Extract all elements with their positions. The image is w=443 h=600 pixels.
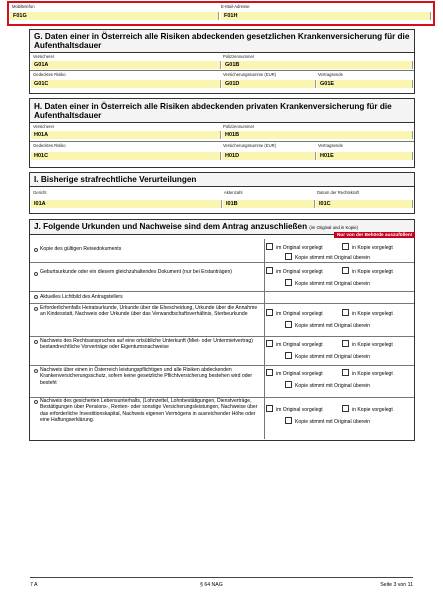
match-check[interactable] — [285, 253, 370, 261]
sum-insured-field[interactable]: H01D — [222, 152, 316, 160]
match-check[interactable] — [285, 381, 370, 389]
checkbox-icon[interactable] — [266, 243, 273, 250]
list-item — [30, 338, 414, 364]
match-label: Kopie stimmt mit Original überein — [295, 323, 371, 329]
original-label: im Original vorgelegt — [276, 371, 323, 377]
copy-check[interactable] — [342, 369, 393, 377]
original-label: im Original vorgelegt — [276, 342, 323, 348]
bullet-icon — [34, 295, 38, 299]
list-item — [30, 398, 414, 440]
divider — [30, 141, 414, 142]
copy-check[interactable] — [342, 405, 393, 413]
checkbox-icon[interactable] — [266, 309, 273, 316]
match-check[interactable] — [285, 352, 370, 360]
match-label: Kopie stimmt mit Original überein — [295, 281, 371, 287]
section-i — [29, 172, 415, 214]
list-item — [30, 367, 414, 397]
divider — [30, 365, 414, 366]
item-text: Nachweis über einen in Österreich leistungspflichtigen und alle Risiken abdeckenden Krankenversicherungsschutz, sofern keine gesetzliche Pflichtversicherung bestehen wird oder besteht — [40, 367, 253, 386]
covered-risk-field[interactable]: G01C — [31, 80, 221, 88]
checkbox-icon[interactable] — [342, 369, 349, 376]
checkbox-icon[interactable] — [266, 405, 273, 412]
match-label: Kopie stimmt mit Original überein — [295, 419, 371, 425]
checkbox-icon[interactable] — [266, 267, 273, 274]
file-number-field[interactable]: I01B — [223, 200, 315, 208]
item-text: Kopie des gültigen Reisedokuments — [40, 246, 122, 252]
match-check[interactable] — [285, 321, 370, 329]
item-text: Nachweis des Rechtsanspruches auf eine ortsübliche Unterkunft (Miet- oder Untermietvertrag) bestandrechtliche Vorverträge oder Eigentumsnachweise — [40, 338, 253, 351]
covered-risk-label: Gedecktes Risiko — [33, 143, 66, 148]
bullet-icon — [34, 369, 38, 373]
original-check[interactable] — [266, 243, 323, 251]
checkbox-icon[interactable] — [266, 369, 273, 376]
covered-risk-label: Gedecktes Risiko — [33, 72, 66, 77]
copy-check[interactable] — [342, 309, 393, 317]
copy-label: in Kopie vorgelegt — [352, 342, 393, 348]
match-label: Kopie stimmt mit Original überein — [295, 383, 371, 389]
phone-field[interactable]: F01G — [10, 12, 219, 20]
section-j-note: (im Original und in Kopie) — [309, 225, 358, 230]
bullet-icon — [34, 307, 38, 311]
section-g — [29, 29, 415, 94]
legal-date-label: Datum der Rechtskraft — [317, 190, 359, 195]
section-h — [29, 98, 415, 168]
legal-date-field[interactable]: I01C — [316, 200, 413, 208]
policy-number-label: Polizzennummer — [223, 124, 255, 129]
item-text: Erforderlichenfalls Heiratsurkunde, Urkunde über die Ehescheidung, Urkunde über die Annahme an Kindesstatt, Nachweis oder Urkunde über das Verwandtschaftsverhältnis, Sterbeurkunde — [40, 305, 258, 318]
match-check[interactable] — [285, 279, 370, 287]
copy-label: in Kopie vorgelegt — [352, 311, 393, 317]
contract-end-label: Vertragsende — [318, 143, 343, 148]
court-label: Gericht — [33, 190, 47, 195]
contract-end-field[interactable]: H01E — [317, 152, 413, 160]
original-label: im Original vorgelegt — [276, 407, 323, 413]
checkbox-icon[interactable] — [342, 267, 349, 274]
file-number-label: Aktenzahl — [224, 190, 243, 195]
checkbox-icon[interactable] — [285, 352, 292, 359]
copy-label: in Kopie vorgelegt — [352, 269, 393, 275]
copy-check[interactable] — [342, 340, 393, 348]
copy-label: in Kopie vorgelegt — [352, 371, 393, 377]
checkbox-icon[interactable] — [285, 253, 292, 260]
email-label: E-Mail-Adresse — [221, 4, 250, 9]
section-g-title: G. Daten einer in Österreich alle Risiken abdeckenden gesetzlichen Krankenversicherung für die Aufenthaltsdauer — [30, 30, 414, 53]
divider — [30, 291, 414, 292]
checkbox-icon[interactable] — [285, 279, 292, 286]
copy-label: in Kopie vorgelegt — [352, 245, 393, 251]
list-item — [30, 305, 414, 335]
checkbox-icon[interactable] — [285, 321, 292, 328]
contract-end-label: Vertragsende — [318, 72, 343, 77]
checkbox-icon[interactable] — [285, 417, 292, 424]
policy-number-field[interactable]: G01B — [222, 61, 413, 69]
checkbox-icon[interactable] — [342, 340, 349, 347]
sum-insured-label: Versicherungssumme (EUR) — [223, 143, 277, 148]
contract-end-field[interactable]: G01E — [317, 80, 413, 88]
policy-number-field[interactable]: H01B — [222, 131, 413, 139]
insurer-field[interactable]: H01A — [31, 131, 221, 139]
phone-label: Mobiltelefon — [12, 4, 35, 9]
divider — [30, 303, 414, 304]
original-check[interactable] — [266, 405, 323, 413]
original-label: im Original vorgelegt — [276, 311, 323, 317]
item-text: Nachweis des gesicherten Lebensunterhalts, (Lohnzettel, Lohnbestätigungen, Dienstverträge, Bestätigungen über Pensions-, Renten- oder sonstige Versicherungsleistungen, Nachweise über das erforderliche Investitionskapital, Nachweis eigenen Vermögens in ausreichender Höhe oder eine Haftungserklärung. — [40, 398, 258, 424]
original-check[interactable] — [266, 267, 323, 275]
insurer-label: Versicherer — [33, 54, 55, 59]
bullet-icon — [34, 400, 38, 404]
law-reference: § 64 NAG — [200, 582, 223, 588]
section-h-title: H. Daten einer in Österreich alle Risiken abdeckenden privaten Krankenversicherung für die Aufenthaltsdauer — [30, 99, 414, 123]
bullet-icon — [34, 248, 38, 252]
copy-check[interactable] — [342, 267, 393, 275]
copy-check[interactable] — [342, 243, 393, 251]
form-code: 7 A — [30, 582, 38, 588]
email-field[interactable]: F01H — [221, 12, 431, 20]
original-check[interactable] — [266, 309, 323, 317]
checkbox-icon[interactable] — [342, 405, 349, 412]
court-field[interactable]: I01A — [31, 200, 222, 208]
covered-risk-field[interactable]: H01C — [31, 152, 221, 160]
sum-insured-label: Versicherungssumme (EUR) — [223, 72, 277, 77]
match-check[interactable] — [285, 417, 370, 425]
list-item — [30, 293, 414, 303]
section-i-title: I. Bisherige strafrechtliche Verurteilungen — [30, 173, 414, 187]
checkbox-icon[interactable] — [285, 381, 292, 388]
page-number: Seite 3 von 11 — [380, 582, 413, 588]
match-label: Kopie stimmt mit Original überein — [295, 255, 371, 261]
match-label: Kopie stimmt mit Original überein — [295, 354, 371, 360]
bullet-icon — [34, 272, 38, 276]
original-check[interactable] — [266, 340, 323, 348]
section-j — [29, 219, 415, 441]
insurer-label: Versicherer — [33, 124, 55, 129]
original-check[interactable] — [266, 369, 323, 377]
list-item — [30, 242, 414, 262]
original-label: im Original vorgelegt — [276, 269, 323, 275]
section-j-title: J. Folgende Urkunden und Nachweise sind dem Antrag anzuschließen — [34, 222, 308, 231]
policy-number-label: Polizzennummer — [223, 54, 255, 59]
bullet-icon — [34, 340, 38, 344]
item-text: Aktuelles Lichtbild des Antragstellers — [40, 294, 123, 300]
divider — [30, 70, 414, 71]
contact-row — [7, 1, 435, 26]
divider — [30, 336, 414, 337]
checkbox-icon[interactable] — [266, 340, 273, 347]
item-text: Geburtsurkunde oder ein diesem gleichzuhaltendes Dokument (nur bei Erstanträgen) — [40, 269, 232, 275]
checkbox-icon[interactable] — [342, 309, 349, 316]
divider — [30, 262, 414, 263]
authority-only-badge: Nur von der Behörde auszufüllen! — [334, 232, 415, 238]
original-label: im Original vorgelegt — [276, 245, 323, 251]
checkbox-icon[interactable] — [342, 243, 349, 250]
page-footer — [30, 577, 413, 588]
sum-insured-field[interactable]: G01D — [222, 80, 316, 88]
copy-label: in Kopie vorgelegt — [352, 407, 393, 413]
list-item — [30, 264, 414, 290]
insurer-field[interactable]: G01A — [31, 61, 221, 69]
